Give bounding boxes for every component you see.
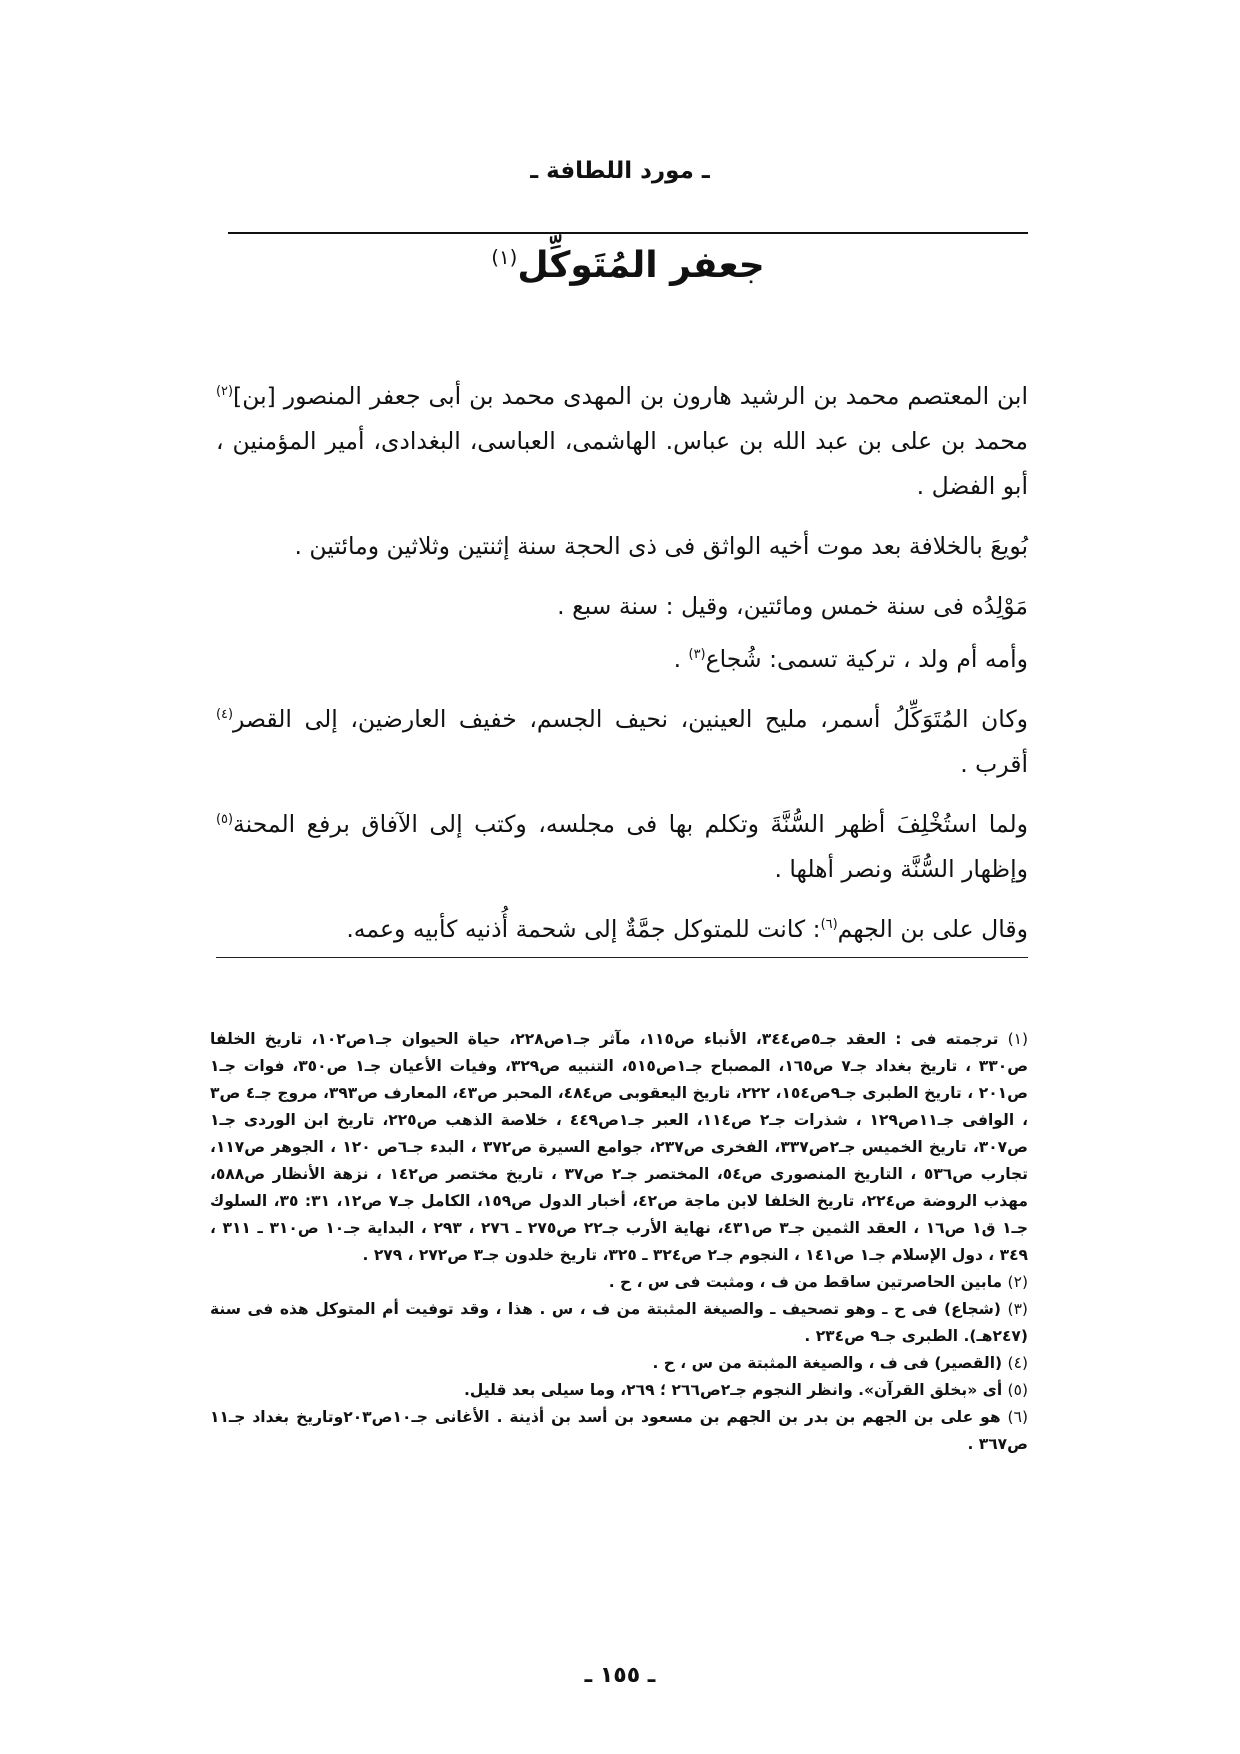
footnote-ref: (٤) (216, 707, 234, 723)
paragraph (216, 697, 1028, 787)
footnote-text: هو على بن الجهم بن بدر بن الجهم بن مسعود بن أسد بن أذينة . الأغانى جـ١٠ص٢٠٣وتاريخ بغداد جـ١١ ص٣٦٧ . (210, 1408, 1028, 1453)
paragraph-text: بُويعَ بالخلافة بعد موت أخيه الواثق فى ذى الحجة سنة إثنتين وثلاثين ومائتين . (294, 532, 1028, 560)
footnote (210, 1026, 1028, 1269)
paragraph-text: . (673, 645, 689, 673)
paragraph-text: : كانت للمتوكل جمَّةٌ إلى شحمة أُذنيه كأبيه وعمه. (346, 915, 821, 943)
paragraph-text: ابن المعتصم محمد بن الرشيد هارون بن المهدى محمد بن أبى جعفر المنصور [بن] (233, 382, 1028, 410)
footnote-text: (شجاع) فى ح ـ وهو تصحيف ـ والصيغة المثبتة من ف ، س . هذا ، وقد توفيت أم المتوكل هذه فى سنة (٢٤٧هـ). الطبرى جـ٩ ص٢٣٤ . (210, 1300, 1028, 1345)
footnote-ref: (٦) (820, 917, 838, 933)
paragraph-text: وكان المُتَوَكِّلُ أسمر، مليح العينين، نحيف الجسم، خفيف العارضين، إلى القصر (233, 705, 1028, 733)
running-head: ـ مورد اللطافة ـ (530, 158, 710, 184)
header-rule (228, 232, 1028, 234)
footnote-ref: (٥) (216, 812, 234, 828)
main-text (216, 374, 1028, 958)
paragraph-text: محمد بن على بن عبد الله بن عباس. الهاشمى، العباسى، البغدادى، أمير المؤمنين ، أبو الفضل . (216, 427, 1028, 500)
paragraph-text: أقرب . (960, 750, 1028, 778)
footnote (210, 1350, 1028, 1377)
paragraph (216, 637, 1028, 682)
paragraph-text: ولما استُخْلِفَ أظهر السُّنَّةَ وتكلم بها فى مجلسه، وكتب إلى الآفاق برفع المحنة (233, 810, 1028, 838)
entry-title-text: جعفر المُتَوكِّل (517, 245, 765, 286)
paragraph (216, 802, 1028, 892)
footnote-number: (٤) (1007, 1354, 1028, 1372)
entry-title (228, 245, 1028, 286)
footnote (210, 1404, 1028, 1458)
paragraph-text: وأمه أم ولد ، تركية تسمى: شُجاع (705, 645, 1028, 673)
page-number: ـ ١٥٥ ـ (584, 1663, 656, 1688)
footnote-text: ترجمته فى : العقد جـ٥ص٣٤٤، الأنباء ص١١٥، مآثر جـ١ص٢٢٨، حياة الحيوان جـ١ص١٠٢، تاريخ الخلفا ص٣٣٠ ، تاريخ بغداد جـ٧ ص١٦٥، المصباح جـ١ص٥١٥، التنبيه ص٣٢٩، وفيات الأعيان جـ١ ص٣٥٠، فوات جـ١ ص٢٠١ ، تاريخ الطبرى جـ٩ص١٥٤، ٢٢٢، تاريخ اليعقوبى ص٤٨٤، المحبر ص٤٣، المعارف ص٣٩٣، مروج جـ٤ ص٣ ، الوافى جـ١١ص١٢٩ ، شذرات جـ٢ ص١١٤، العبر جـ١ص٤٤٩ ، خلاصة الذهب ص٢٢٥، تاريخ ابن الوردى جـ١ ص٣٠٧، تاريخ الخميس جـ٢ص٣٣٧، الفخرى ص٢٣٧، جوامع السيرة ص٣٧٢ ، البدء جـ٦ص ١٢٠ ، الجوهر ص١١٧، تجارب ص٥٣٦ ، التاريخ المنصورى ص٥٤، المختصر جـ٢ ص٣٧ ، تاريخ مختصر ص١٤٢ ، نزهة الأنظار ص٥٨٨، مهذب الروضة ص٢٢٤، تاريخ الخلفا لابن ماجة ص٤٢، أخبار الدول ص١٥٩، الكامل جـ٧ ص١٢، ٣١: ٣٥، السلوك جـ١ ق١ ص١٦ ، العقد الثمين جـ٣ ص٤٣١، نهاية الأرب جـ٢٢ ص٢٧٥ ـ ٢٧٦ ، ٢٩٣ ، البداية جـ١٠ ص٣١٠ ـ ٣١١ ، ٣٤٩ ، دول الإسلام جـ١ ص١٤١ ، النجوم جـ٢ ص٣٢٤ ـ ٣٢٥، تاريخ خلدون جـ٣ ص٢٧٢ ، ٢٧٩ . (210, 1030, 1029, 1264)
footnote (210, 1269, 1028, 1296)
footnote-text: مابين الحاصرتين ساقط من ف ، ومثبت فى س ، ح . (608, 1273, 1003, 1291)
paragraph (216, 907, 1028, 958)
paragraph-text: وإظهار السُّنَّة ونصر أهلها . (774, 855, 1028, 883)
paragraph (216, 374, 1028, 509)
footnote-text: (القصير) فى ف ، والصيغة المثبتة من س ، ح . (652, 1354, 1003, 1372)
footnotes (210, 1026, 1028, 1458)
footnote-ref: (٣) (688, 647, 706, 663)
footnote-ref: (١) (491, 246, 518, 269)
footnote-number: (٣) (1007, 1300, 1028, 1318)
paragraph (216, 584, 1028, 629)
footnote-ref: (٢) (216, 384, 234, 400)
footnote-number: (٦) (1007, 1408, 1028, 1426)
paragraph-text: وقال على بن الجهم (837, 915, 1028, 943)
footnote-number: (١) (1007, 1030, 1029, 1048)
footnote (210, 1296, 1028, 1350)
footnote-number: (٥) (1007, 1381, 1028, 1399)
paragraph-text: مَوْلِدُه فى سنة خمس ومائتين، وقيل : سنة سبع . (557, 592, 1028, 620)
paragraph (216, 524, 1028, 569)
footnote-number: (٢) (1007, 1273, 1028, 1291)
footnote (210, 1377, 1028, 1404)
footnote-text: أى «بخلق القرآن». وانظر النجوم جـ٢ص٢٦٦ ؛ ٢٦٩، وما سيلى بعد قليل. (464, 1381, 1003, 1399)
